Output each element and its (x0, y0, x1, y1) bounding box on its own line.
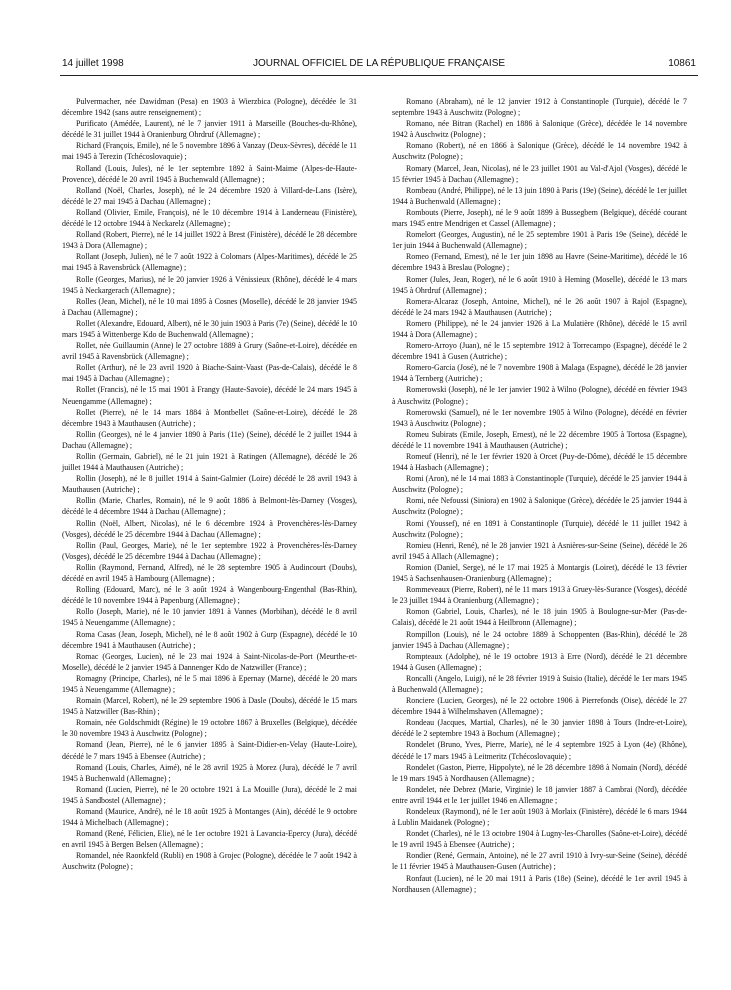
registry-entry: Romac (Georges, Lucien), né le 23 mai 1924 à Saint-Nicolas-de-Port (Meurthe-et-Moselle), décédé le 2 janvier 1945 à Dannenger Kdo de Natzwiller (France) ; (62, 651, 357, 672)
registry-entry: Romieu (Henri, René), né le 28 janvier 1921 à Asnières-sur-Seine (Seine), décédé le 26 avril 1945 à Allach (Allemagne) ; (392, 540, 687, 561)
registry-entry: Rolland (Noël, Charles, Joseph), né le 24 décembre 1920 à Villard-de-Lans (Isère), décédé le 27 mai 1945 à Dachau (Allemagne) ; (62, 185, 357, 206)
registry-entry: Pulvermacher, née Dawidman (Pesa) en 1903 à Wierzbica (Pologne), décédée le 31 décembre 1942 (sans autre renseignement) ; (62, 97, 357, 118)
registry-entry: Richard (François, Emile), né le 5 novembre 1896 à Vanzay (Deux-Sèvres), décédé le 11 mai 1945 à Terezin (Tchécoslovaquie) ; (62, 141, 357, 162)
registry-entry: Rolling (Edouard, Marc), né le 3 août 1924 à Wangenbourg-Engenthal (Bas-Rhin), décédé le 10 novembre 1944 à Papenburg (Allemagne) ; (62, 585, 357, 606)
issue-date: 14 juillet 1998 (62, 58, 124, 69)
registry-entry: Romano (Abraham), né le 12 janvier 1912 à Constantinople (Turquie), décédé le 7 septembre 1943 à Auschwitz (Pologne) ; (392, 97, 687, 118)
registry-entry: Romain (Marcel, Robert), né le 29 septembre 1906 à Dasle (Doubs), décédé le 15 mars 1945 à Natzwiller (Bas-Rhin) ; (62, 696, 357, 717)
registry-entry: Romion (Daniel, Serge), né le 17 mai 1925 à Montargis (Loiret), décédé le 13 février 1945 à Sachsenhausen-Oranienburg (Allemagne) ; (392, 562, 687, 584)
registry-entry: Rollo (Joseph, Marie), né le 10 janvier 1891 à Vannes (Morbihan), décédé le 8 avril 1945 à Neuengamme (Allemagne) ; (62, 607, 357, 628)
registry-entry: Rondelet (Bruno, Yves, Pierre, Marie), né le 4 septembre 1925 à Lyon (4e) (Rhône), décédé le 17 mars 1945 à Leitmeritz (Tchécoslovaquie) ; (392, 740, 687, 761)
registry-entry: Rollet (Pierre), né le 14 mars 1884 à Montbellet (Saône-et-Loire), décédé le 28 décembre 1943 à Mauthausen (Autriche) ; (62, 407, 357, 428)
registry-entry: Rolland (Olivier, Emile, François), né le 10 décembre 1914 à Landerneau (Finistère), décédé le 12 octobre 1944 à Neckarelz (Allemagne) ; (62, 207, 357, 229)
registry-entry: Ronfaut (Lucien), né le 20 mai 1911 à Paris (18e) (Seine), décédé le 1er avril 1945 à Nordhausen (Allemagne) ; (392, 873, 687, 894)
registry-entry: Rollin (Noël, Albert, Nicolas), né le 6 décembre 1924 à Provenchères-lès-Darney (Vosges), décédé le 25 décembre 1944 à Dachau (Allemagne) ; (62, 518, 357, 539)
registry-entry: Rombeau (André, Philippe), né le 13 juin 1890 à Paris (19e) (Seine), décédé le 1er juillet 1944 à Buchenwald (Allemagne) ; (392, 185, 687, 206)
registry-entry: Ronciere (Lucien, Georges), né le 22 octobre 1906 à Pierrefonds (Oise), décédé le 27 décembre 1944 à Wilhelmshaven (Allemagne) ; (392, 696, 687, 717)
registry-entry: Romagny (Principe, Charles), né le 5 mai 1896 à Epernay (Marne), décédé le 20 mars 1945 à Neuengamme (Allemagne) ; (62, 673, 357, 694)
right-column (392, 96, 687, 895)
registry-entry: Romano (Robert), né en 1866 à Salonique (Grèce), décédé le 14 novembre 1942 à Auschwitz (Pologne) ; (392, 141, 687, 162)
registry-entry: Romary (Marcel, Jean, Nicolas), né le 23 juillet 1901 au Val-d'Ajol (Vosges), décédé le 15 février 1945 à Dachau (Allemagne) ; (392, 163, 687, 184)
registry-entry: Rollin (Raymond, Fernand, Alfred), né le 28 septembre 1905 à Audincourt (Doubs), décédé en avril 1945 à Hambourg (Allemagne) ; (62, 562, 357, 584)
registry-entry: Romeuf (Henri), né le 1er février 1920 à Orcet (Puy-de-Dôme), décédé le 15 décembre 1944 à Hasbach (Allemagne) ; (392, 452, 687, 473)
registry-entry: Rondeau (Jacques, Martial, Charles), né le 30 janvier 1898 à Tours (Indre-et-Loire), décédé le 2 septembre 1943 à Bochum (Allemagne) ; (392, 718, 687, 739)
registry-entry: Rollant (Joseph, Julien), né le 7 août 1922 à Colomars (Alpes-Maritimes), décédé le 25 mai 1945 à Ravensbrück (Allemagne) ; (62, 252, 357, 273)
registry-entry: Rompteaux (Adolphe), né le 19 octobre 1913 à Erre (Nord), décédé le 21 décembre 1944 à Gusen (Allemagne) ; (392, 651, 687, 672)
registry-entry: Rollin (Marie, Charles, Romain), né le 9 août 1886 à Belmont-lès-Darney (Vosges), décédé le 4 décembre 1944 à Dachau (Allemagne) ; (62, 496, 357, 517)
registry-entry: Purificato (Amédée, Laurent), né le 7 janvier 1911 à Marseille (Bouches-du-Rhône), décédé le 31 juillet 1944 à Oranienburg Ohrdruf (Allemagne) ; (62, 119, 357, 140)
registry-entry: Rollin (Germain, Gabriel), né le 21 juin 1921 à Ratingen (Allemagne), décédé le 26 juillet 1944 à Mauthausen (Autriche) ; (62, 452, 357, 473)
registry-entry: Rollin (Joseph), né le 8 juillet 1914 à Saint-Galmier (Loire) décédé le 28 avril 1943 à Mauthausen (Autriche) ; (62, 474, 357, 495)
registry-entry: Rondelet (Gaston, Pierre, Hippolyte), né le 28 décembre 1898 à Nomain (Nord), décédé le 19 mars 1945 à Nordhausen (Allemagne) ; (392, 762, 687, 783)
registry-entry: Romand (René, Félicien, Elie), né le 1er octobre 1921 à Lavancia-Epercy (Jura), décédé en avril 1945 à Bergen Belsen (Allemagne) ; (62, 829, 357, 850)
registry-entry: Rolland (Louis, Jules), né le 1er septembre 1892 à Saint-Maime (Alpes-de-Haute-Provence), décédé le 20 avril 1945 à Buchenwald (Allemagne) ; (62, 163, 357, 184)
registry-entry: Rolles (Jean, Michel), né le 10 mai 1895 à Cosnes (Moselle), décédé le 28 janvier 1945 à Dachau (Allemagne) ; (62, 296, 357, 317)
registry-entry: Rondet (Charles), né le 13 octobre 1904 à Lugny-les-Charolles (Saône-et-Loire), décédé le 19 avril 1945 à Ebensee (Autriche) ; (392, 829, 687, 850)
registry-entry: Romand (Jean, Pierre), né le 6 janvier 1895 à Saint-Didier-en-Velay (Haute-Loire), décédé le 7 mars 1945 à Ebensee (Autriche) ; (62, 740, 357, 761)
registry-entry: Romand (Louis, Charles, Aimé), né le 28 avril 1925 à Morez (Jura), décédé le 7 avril 1945 à Buchenwald (Allemagne) ; (62, 762, 357, 783)
header-rule (60, 75, 698, 76)
registry-entry: Rompillon (Louis), né le 24 octobre 1889 à Schoppenten (Bas-Rhin), décédé le 28 janvier 1945 à Dachau (Allemagne) ; (392, 629, 687, 650)
registry-entry: Romer (Jules, Jean, Roger), né le 6 août 1910 à Heming (Moselle), décédé le 13 mars 1945 à Ohrdruf (Allemagne) ; (392, 274, 687, 295)
registry-entry: Romeo (Fernand, Ernest), né le 1er juin 1898 au Havre (Seine-Maritime), décédé le 16 décembre 1943 à Breslau (Pologne) ; (392, 252, 687, 273)
registry-entry: Romero-Garcia (José), né le 7 novembre 1908 à Malaga (Espagne), décédé le 28 janvier 1944 à Ternberg (Autriche) ; (392, 363, 687, 384)
registry-entry: Romera-Alcaraz (Joseph, Antoine, Michel), né le 26 août 1907 à Rajol (Espagne), décédé le 24 mars 1942 à Mauthausen (Autriche) ; (392, 296, 687, 317)
registry-entry: Romandel, née Raonkfeld (Rubli) en 1908 à Grojec (Pologne), décédée le 7 août 1942 à Auschwitz (Pologne) ; (62, 851, 357, 872)
registry-entry: Rombouts (Pierre, Joseph), né le 9 août 1899 à Bussegbem (Belgique), décédé courant mars 1945 entre Mendrigen et Cassel (Allemagne) ; (392, 207, 687, 229)
page-number: 10861 (668, 58, 696, 69)
registry-entry: Rommeveaux (Pierre, Robert), né le 11 mars 1913 à Gruey-lès-Surance (Vosges), décédé le 23 juillet 1944 à Oranienburg (Allemagne) ; (392, 585, 687, 606)
registry-entry: Romerowski (Joseph), né le 1er janvier 1902 à Wilno (Pologne), décédé en février 1943 à Auschwitz (Pologne) ; (392, 385, 687, 406)
registry-entry: Romero (Philippe), né le 24 janvier 1926 à La Mulatière (Rhône), décédé le 15 avril 1944 à Dora (Allemagne) ; (392, 318, 687, 339)
registry-entry: Romi (Youssef), né en 1891 à Constantinople (Turquie), décédé le 11 juillet 1942 à Auschwitz (Pologne) ; (392, 518, 687, 539)
registry-entry: Romelort (Georges, Augustin), né le 25 septembre 1901 à Paris 19e (Seine), décédé le 1er juin 1944 à Buchenwald (Allemagne) ; (392, 230, 687, 251)
registry-entry: Romano, née Bitran (Rachel) en 1886 à Salonique (Grèce), décédée le 14 novembre 1942 à Auschwitz (Pologne) ; (392, 119, 687, 140)
registry-entry: Romi, née Nefoussi (Siniora) en 1902 à Salonique (Grèce), décédée le 25 janvier 1944 à Auschwitz (Pologne) ; (392, 496, 687, 517)
registry-entry: Rondelet, née Debrez (Marie, Virginie) le 18 janvier 1887 à Cambrai (Nord), décédée entre avril 1944 et le 1er juillet 1946 en Allemagne ; (392, 784, 687, 805)
registry-entry: Roncalli (Angelo, Luigi), né le 28 février 1919 à Suisio (Italie), décédé le 1er mars 1945 à Buchenwald (Allemagne) ; (392, 673, 687, 694)
registry-entry: Romeu Subirats (Emile, Joseph, Ernest), né le 22 décembre 1905 à Tortosa (Espagne), décédé le 11 novembre 1941 à Mauthausen (Autriche) ; (392, 429, 687, 450)
registry-entry: Roma Casas (Jean, Joseph, Michel), né le 8 août 1902 à Gurp (Espagne), décédé le 10 décembre 1941 à Mauthausen (Autriche) ; (62, 629, 357, 650)
registry-entry: Romand (Lucien, Pierre), né le 20 octobre 1921 à La Mouille (Jura), décédé le 2 mai 1945 à Sandbostel (Allemagne) ; (62, 784, 357, 805)
registry-entry: Rondier (René, Germain, Antoine), né le 27 avril 1910 à Ivry-sur-Seine (Seine), décédé le 11 février 1945 à Mauthausen-Gusen (Autriche) ; (392, 851, 687, 872)
registry-entry: Romero-Arroyo (Juan), né le 15 septembre 1912 à Torrecampo (Espagne), décédé le 2 décembre 1941 à Gusen (Autriche) ; (392, 341, 687, 362)
registry-entry: Rollin (Georges), né le 4 janvier 1890 à Paris (11e) (Seine), décédé le 2 juillet 1944 à Dachau (Allemagne) ; (62, 429, 357, 450)
registry-entry: Romand (Maurice, André), né le 18 août 1925 à Montanges (Ain), décédé le 9 octobre 1944 à Michelbach (Allemagne) ; (62, 807, 357, 828)
registry-entry: Rollin (Paul, Georges, Marie), né le 1er septembre 1922 à Provenchères-lès-Darney (Vosges), décédé le 25 décembre 1944 à Dachau (Allemagne) ; (62, 540, 357, 561)
left-column (62, 96, 357, 873)
registry-entry: Rolland (Robert, Pierre), né le 14 juillet 1922 à Brest (Finistère), décédé le 28 décembre 1943 à Dora (Allemagne) ; (62, 230, 357, 251)
registry-entry: Rollet (Arthur), né le 23 avril 1920 à Biache-Saint-Vaast (Pas-de-Calais), décédé le 8 mai 1945 à Dachau (Allemagne) ; (62, 363, 357, 384)
registry-entry: Rondeleux (Raymond), né le 1er août 1903 à Morlaix (Finistère), décédé le 6 mars 1944 à Lublin Maidanek (Pologne) ; (392, 807, 687, 828)
registry-entry: Rollet (Francis), né le 15 mai 1901 à Frangy (Haute-Savoie), décédé le 24 mars 1945 à Neuengamme (Allemagne) ; (62, 385, 357, 406)
registry-entry: Romon (Gabriel, Louis, Charles), né le 18 juin 1905 à Boulogne-sur-Mer (Pas-de-Calais), décédé le 21 août 1944 à Heilbronn (Allemagne) ; (392, 607, 687, 628)
page-header (62, 56, 696, 72)
registry-entry: Romerowski (Samuel), né le 1er novembre 1905 à Wilno (Pologne), décédé en février 1943 à Auschwitz (Pologne) ; (392, 407, 687, 428)
registry-entry: Romi (Aron), né le 14 mai 1883 à Constantinople (Turquie), décédé le 25 janvier 1944 à Auschwitz (Pologne) ; (392, 474, 687, 495)
registry-entry: Rollet, née Guillaumin (Anne) le 27 octobre 1889 à Grury (Saône-et-Loire), décédée en avril 1945 à Ravensbrück (Allemagne) ; (62, 341, 357, 362)
registry-entry: Romain, née Goldschmidt (Régine) le 19 octobre 1867 à Bruxelles (Belgique), décédée le 30 novembre 1943 à Auschwitz (Pologne) ; (62, 718, 357, 739)
registry-entry: Rolle (Georges, Marius), né le 20 janvier 1926 à Vénissieux (Rhône), décédé le 4 mars 1945 à Neckargerach (Allemagne) ; (62, 274, 357, 295)
registry-entry: Rollet (Alexandre, Edouard, Albert), né le 30 juin 1903 à Paris (7e) (Seine), décédé le 10 mars 1945 à Wittenberge Kdo de Buchenwald (Allemagne) ; (62, 318, 357, 339)
journal-title: JOURNAL OFFICIEL DE LA RÉPUBLIQUE FRANÇAISE (252, 58, 506, 69)
